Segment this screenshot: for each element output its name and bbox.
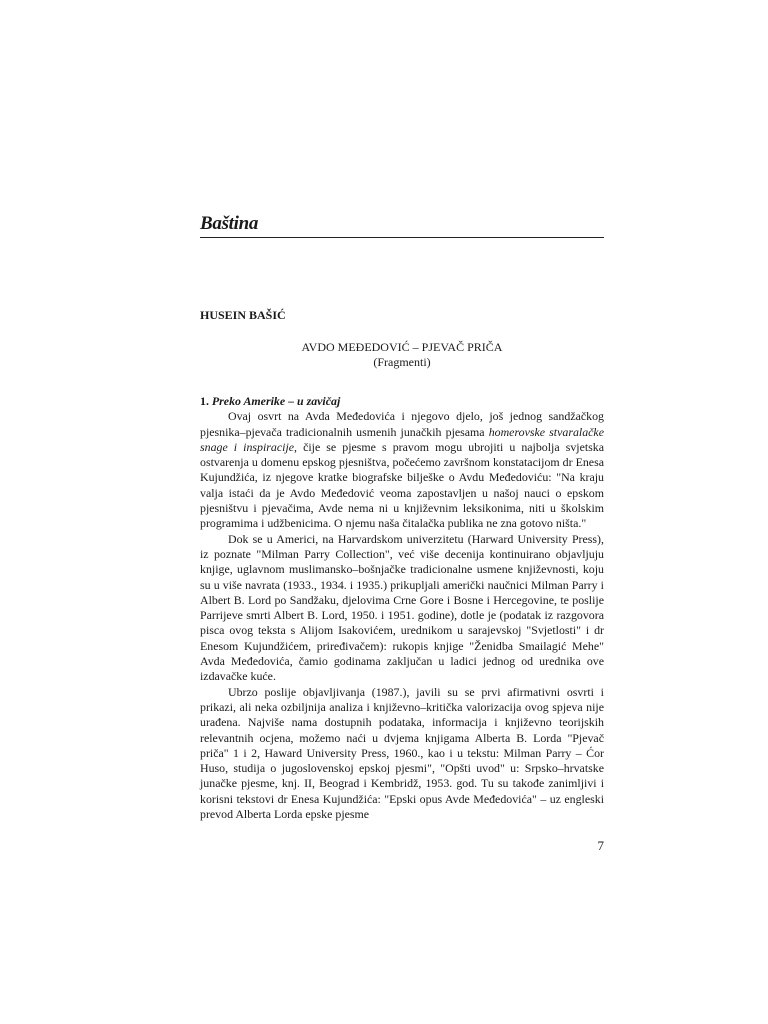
section-header xyxy=(200,212,604,238)
article-subtitle: (Fragmenti) xyxy=(373,355,431,369)
paragraph-1-emphasis: homerovske stvaralačke snage i inspiracije xyxy=(200,424,604,454)
header-rule xyxy=(200,237,604,238)
paragraph-1-part2: , čije se pjesme s pravom mogu ubrojiti u najbolja svjetska ostvarenja u domenu epskog pjesništva, počećemo završnom konstatacijom dr Enesa Kujundžića, iz njegove kratke biografske bilješke o Avdu Međedoviću: "Na kraju valja istaći da je Avdo Međedović veoma zapostavljen u našoj nauci o epskom pjesništvu i pjevačima, Avde nema ni u književnim leksikonima, niti u školskim programima i udžbenicima. O njemu naša čitalačka publika ne zna gotovo ništa." xyxy=(200,439,605,531)
paragraph-2: Dok se u Americi, na Harvardskom univerzitetu (Harward University Press), iz poznate "Milman Parry Collection", već više decenija kontinuirano objavljuju knjige, uglavnom muslimansko–bošnjačke tradicionalne usmene književnosti, koju su u više navrata (1933., 1934. i 1935.) prikupljali američki naučnici Milman Parry i Albert B. Lord po Sandžaku, djelovima Crne Gore i Bosne i Hercegovine, te poslije Parrijeve smrti Albert B. Lord, 1950. i 1951. godine), dotle je (podatak iz razgovora pisca ovog teksta s Alijom Isakovićem, urednikom u sarajevskoj "Svjetlosti" i dr Enesom Kujundžićem, priređivačem): rukopis knjige "Ženidba Smailagić Mehe" Avda Međedovića, čamio godinama zaključan u ladici jednog od urednika ove izdavačke kuće. xyxy=(200,531,604,684)
section-heading-text: Preko Amerike – u zavičaj xyxy=(211,394,341,408)
paragraph-1-part1: Ovaj osvrt na Avda Međedovića i njegovo djelo, još jednog sandžačkog pjesnika–pjevača tradicionalnih usmenih junačkih pjesama xyxy=(200,409,604,439)
paragraph-1 xyxy=(200,409,604,531)
article-author: HUSEIN BAŠIĆ xyxy=(200,308,286,322)
section-title: Baština xyxy=(200,213,259,234)
article-body xyxy=(200,394,604,822)
section-heading xyxy=(200,394,604,409)
article-title: AVDO MEĐEDOVIĆ – PJEVAČ PRIČA xyxy=(301,340,503,354)
paragraph-3: Ubrzo poslije objavljivanja (1987.), javili su se prvi afirmativni osvrti i prikazi, ali neka ozbiljnija analiza i književno–kritička valorizacija ovog spjeva nije urađena. Najviše nama dostupnih podataka, informacija i književno teorijskih relevantnih ocjena, možemo naći u dvjema knjigama Alberta B. Lorda "Pjevač priča" 1 i 2, Haward University Press, 1960., kao i u tekstu: Milman Parry – Ćor Huso, studija o jugoslovenskoj epskoj pjesmi", "Opšti uvod" u: Srpsko–hrvatske junačke pjesme, knj. II, Beograd i Kembridž, 1953. god. Tu su takođe zanimljivi i korisni tekstovi dr Enesa Kujundžića: "Epski opus Avde Međedovića" – uz engleski prevod Alberta Lorda epske pjesme xyxy=(200,684,604,822)
section-heading-number: 1. xyxy=(200,394,209,408)
page-number: 7 xyxy=(597,838,604,853)
